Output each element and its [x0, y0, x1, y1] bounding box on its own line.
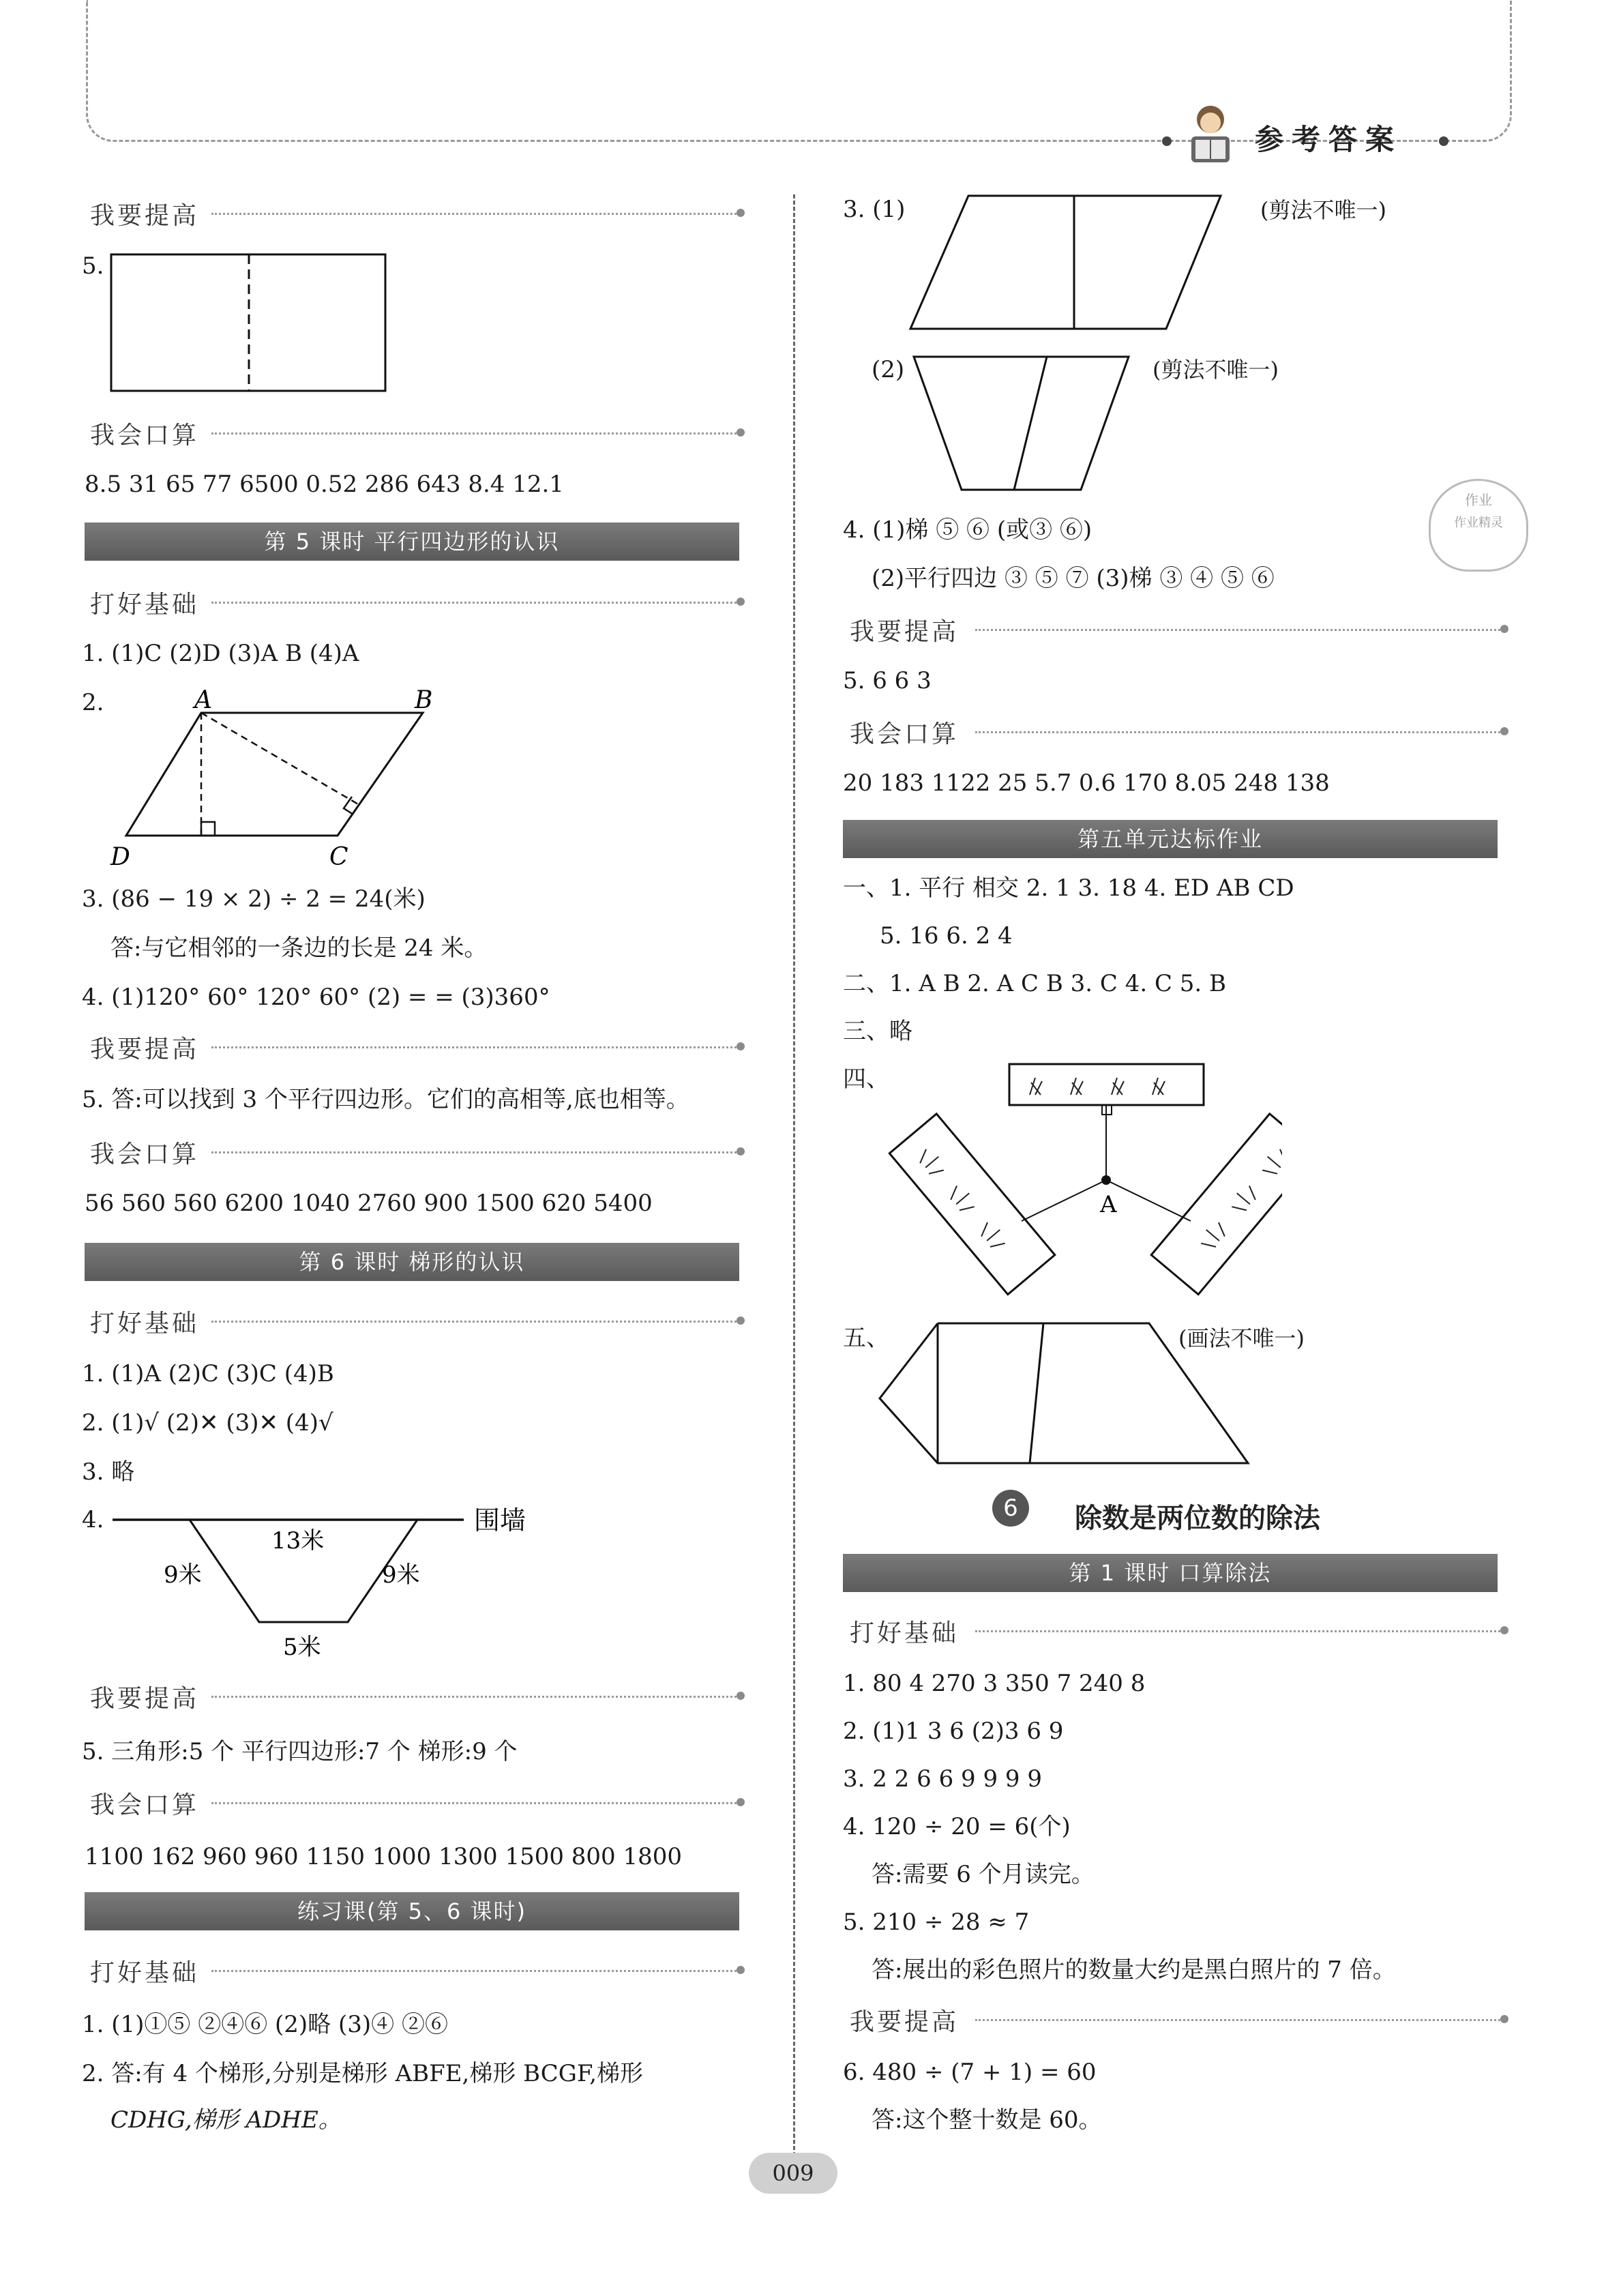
mental-answers-r: 20 183 1122 25 5.7 0.6 170 8.05 248 138	[843, 769, 1330, 797]
section-heading-improve: 我要提高	[850, 2008, 960, 2036]
unit-test-bar: 第五单元达标作业	[843, 820, 1498, 858]
vertex-label-a: A	[194, 686, 212, 714]
q3-part2-note: (剪法不唯一)	[1153, 357, 1279, 383]
section-heading-basics: 打好基础	[850, 1619, 960, 1647]
section-divider-dot	[737, 1798, 745, 1806]
unit-line-6-note: (画法不唯一)	[1178, 1325, 1305, 1351]
column-divider	[793, 194, 795, 2193]
section-divider-dot	[737, 1692, 745, 1700]
figure-trapezoid-wall	[109, 1501, 546, 1664]
q3-part1-note: (剪法不唯一)	[1260, 197, 1386, 223]
improve-q5: 5. 答:可以找到 3 个平行四边形。它们的高相等,底也相等。	[82, 1086, 689, 1113]
watermark-stamp	[1429, 479, 1528, 572]
section-heading-basics: 打好基础	[90, 1310, 200, 1338]
unit-line-2: 5. 16 6. 2 4	[880, 922, 1013, 950]
section-heading-mental: 我会口算	[90, 1791, 200, 1819]
section-divider-dot	[1500, 2015, 1508, 2023]
figure-trapezoid-cut	[910, 353, 1135, 497]
section-divider-dot	[737, 1042, 745, 1050]
div-q4: 4. 120 ÷ 20 = 6(个)	[843, 1813, 1071, 1840]
div-q5: 5. 210 ÷ 28 ≈ 7	[843, 1909, 1030, 1936]
mental-answers-3: 1100 162 960 960 1150 1000 1300 1500 800 1800	[85, 1843, 683, 1870]
section-divider	[975, 629, 1500, 631]
section-heading-mental: 我会口算	[90, 422, 200, 450]
improve6-q5: 5. 三角形:5 个 平行四边形:7 个 梯形:9 个	[82, 1738, 518, 1765]
practice-q2-line1: 2. 答:有 4 个梯形,分别是梯形 ABFE,梯形 BCGF,梯形	[82, 2060, 644, 2087]
section-divider	[211, 1321, 737, 1323]
q3-part2-label: (2)	[872, 356, 905, 383]
figure-three-plots	[873, 1061, 1282, 1313]
section-divider	[211, 213, 737, 215]
q4-line2: (2)平行四边 ③ ⑤ ⑦ (3)梯 ③ ④ ⑤ ⑥	[872, 565, 1275, 592]
vertex-label-d: D	[110, 843, 130, 871]
section-divider-dot	[737, 598, 745, 606]
question-5-label: 5.	[82, 252, 104, 280]
section-divider-dot	[737, 1966, 745, 1974]
unit-line-5: 四、	[843, 1065, 889, 1093]
section-heading-improve: 我要提高	[90, 1035, 200, 1063]
section-divider	[211, 602, 737, 604]
unit-title: 除数是两位数的除法	[1075, 1503, 1320, 1534]
basics-q4: 4. (1)120° 60° 120° 60° (2) = = (3)360°	[82, 984, 550, 1011]
basics-q1: 1. (1)C (2)D (3)A B (4)A	[82, 640, 359, 667]
practice-q1: 1. (1)①⑤ ②④⑥ (2)略 (3)④ ②⑥	[82, 2011, 448, 2038]
header-dot-right	[1439, 136, 1448, 146]
point-a-label: A	[1100, 1191, 1117, 1218]
figure-parallelogram	[102, 682, 464, 873]
div-q6-answer: 答:这个整十数是 60。	[872, 2106, 1102, 2134]
top-length-label: 13米	[271, 1527, 325, 1555]
section-divider-dot	[737, 428, 745, 437]
basics6-q1: 1. (1)A (2)C (3)C (4)B	[82, 1360, 334, 1387]
vertex-label-c: C	[329, 843, 348, 871]
page-number-badge	[749, 2153, 837, 2194]
right-length-label: 9米	[382, 1561, 420, 1589]
section-heading-improve: 我要提高	[90, 1685, 200, 1713]
section-heading-mental: 我会口算	[850, 720, 960, 748]
lesson-bar-6: 第 6 课时 梯形的认识	[85, 1243, 739, 1281]
div-q6: 6. 480 ÷ (7 + 1) = 60	[843, 2059, 1097, 2086]
unit-number: 6	[1003, 1495, 1018, 1522]
div-q2: 2. (1)1 3 6 (2)3 6 9	[843, 1718, 1064, 1745]
div-q5-answer: 答:展出的彩色照片的数量大约是黑白照片的 7 倍。	[872, 1956, 1396, 1984]
unit-line-3: 二、1. A B 2. A C B 3. C 4. C 5. B	[843, 970, 1226, 997]
wall-label: 围墙	[474, 1505, 526, 1535]
section-divider-dot	[737, 1147, 745, 1156]
section-divider-dot	[1500, 625, 1508, 633]
section-divider	[211, 1696, 737, 1698]
section-divider	[211, 1046, 737, 1048]
improve-r-q5: 5. 6 6 3	[843, 667, 932, 694]
section-divider	[211, 1802, 737, 1804]
unit-number-badge	[992, 1490, 1029, 1527]
figure-parallelogram-cut	[907, 192, 1228, 336]
mental-answers-2: 56 560 560 6200 1040 2760 900 1500 620 5400	[85, 1190, 653, 1217]
reading-kid-icon	[1183, 102, 1238, 167]
section-divider	[975, 1630, 1500, 1632]
page-number: 009	[772, 2160, 814, 2186]
lesson-bar-5: 第 5 课时 平行四边形的认识	[85, 523, 739, 561]
stamp-text-1: 作业	[1465, 492, 1492, 508]
section-divider-dot	[737, 209, 745, 217]
basics6-q4-label: 4.	[82, 1506, 104, 1533]
basics-q3: 3. (86 − 19 × 2) ÷ 2 = 24(米)	[82, 885, 426, 913]
section-divider-dot	[1500, 727, 1508, 735]
section-heading-basics: 打好基础	[90, 591, 200, 619]
basics6-q2: 2. (1)√ (2)✕ (3)✕ (4)√	[82, 1409, 333, 1437]
q4-line1: 4. (1)梯 ⑤ ⑥ (或③ ⑥)	[843, 516, 1092, 544]
section-divider-dot	[737, 1316, 745, 1325]
section-divider	[211, 432, 737, 435]
left-length-label: 9米	[164, 1561, 202, 1589]
section-divider	[211, 1151, 737, 1153]
stamp-text-2: 作业精灵	[1454, 516, 1503, 530]
section-heading-improve: 我要提高	[850, 618, 960, 646]
unit-line-6: 五、	[843, 1325, 889, 1352]
section-heading-mental: 我会口算	[90, 1140, 200, 1168]
unit-line-4: 三、略	[843, 1018, 912, 1045]
figure-rectangle-split	[109, 252, 389, 396]
div-q1: 1. 80 4 270 3 350 7 240 8	[843, 1670, 1146, 1697]
q3-part1-label: 3. (1)	[843, 196, 906, 223]
section-divider	[975, 2019, 1500, 2021]
header-dot-left	[1162, 136, 1172, 146]
unit-line-1: 一、1. 平行 相交 2. 1 3. 18 4. ED AB CD	[843, 874, 1294, 902]
lesson-bar-oral-division: 第 1 课时 口算除法	[843, 1554, 1498, 1592]
div-q3: 3. 2 2 6 6 9 9 9 9	[843, 1765, 1042, 1793]
practice-q2-line2: CDHG,梯形 ADHE。	[110, 2106, 342, 2134]
bottom-length-label: 5米	[283, 1634, 321, 1661]
section-divider-dot	[1500, 1626, 1508, 1634]
basics-q3-answer: 答:与它相邻的一条边的长是 24 米。	[110, 934, 488, 962]
section-heading-improve: 我要提高	[90, 202, 200, 230]
section-heading-basics: 打好基础	[90, 1959, 200, 1987]
basics-q2-label: 2.	[82, 689, 104, 716]
section-divider	[975, 731, 1500, 733]
header-title: 参考答案	[1255, 123, 1403, 156]
vertex-label-b: B	[415, 686, 433, 714]
div-q4-answer: 答:需要 6 个月读完。	[872, 1861, 1095, 1888]
mental-answers-1: 8.5 31 65 77 6500 0.52 286 643 8.4 12.1	[85, 471, 564, 498]
basics6-q3: 3. 略	[82, 1458, 135, 1486]
section-divider	[211, 1970, 737, 1972]
practice-bar: 练习课(第 5、6 课时)	[85, 1892, 739, 1930]
